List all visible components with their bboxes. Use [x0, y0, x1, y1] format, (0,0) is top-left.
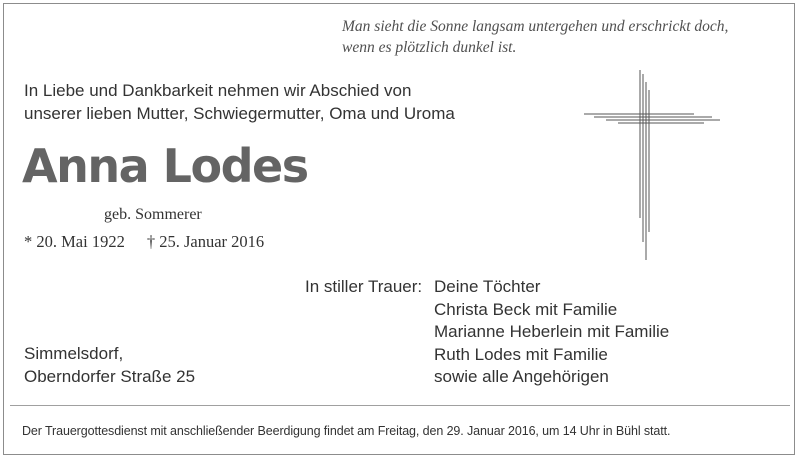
quote-line-1: Man sieht die Sonne langsam untergehen und erschrickt doch,: [342, 18, 729, 35]
maiden-name: geb. Sommerer: [104, 206, 202, 223]
birth-date: * 20. Mai 1922: [24, 232, 125, 251]
mourner-item: Ruth Lodes mit Familie: [434, 344, 608, 364]
intro-text: [24, 79, 544, 125]
life-dates: [24, 232, 264, 252]
address-line-1: Simmelsdorf,: [24, 344, 124, 363]
divider: [10, 405, 790, 406]
address: [24, 343, 195, 388]
address-line-2: Oberndorfer Straße 25: [24, 366, 196, 386]
quote: [342, 16, 782, 58]
intro-line-2: unserer lieben Mutter, Schwiegermutter, Oma und Uroma: [24, 104, 455, 123]
mourner-item: Marianne Heberlein mit Familie: [434, 322, 670, 341]
quote-line-2: wenn es plötzlich dunkel ist.: [342, 39, 517, 56]
cross-icon: [582, 70, 722, 260]
mourner-item: Deine Töchter: [434, 277, 541, 296]
intro-line-1: In Liebe und Dankbarkeit nehmen wir Abschied von: [24, 81, 412, 100]
mourner-item: Christa Beck mit Familie: [434, 299, 618, 319]
mourner-item: sowie alle Angehörigen: [434, 367, 609, 386]
deceased-name: Anna Lodes: [22, 139, 308, 193]
death-date: † 25. Januar 2016: [146, 232, 265, 251]
funeral-notice: Der Trauergottesdienst mit anschließender Beerdigung findet am Freitag, den 29. Januar 2016, um 14 Uhr in Bühl statt.: [22, 424, 671, 438]
mourning-label: In stiller Trauer:: [305, 277, 423, 296]
mourners-list: [434, 276, 669, 389]
